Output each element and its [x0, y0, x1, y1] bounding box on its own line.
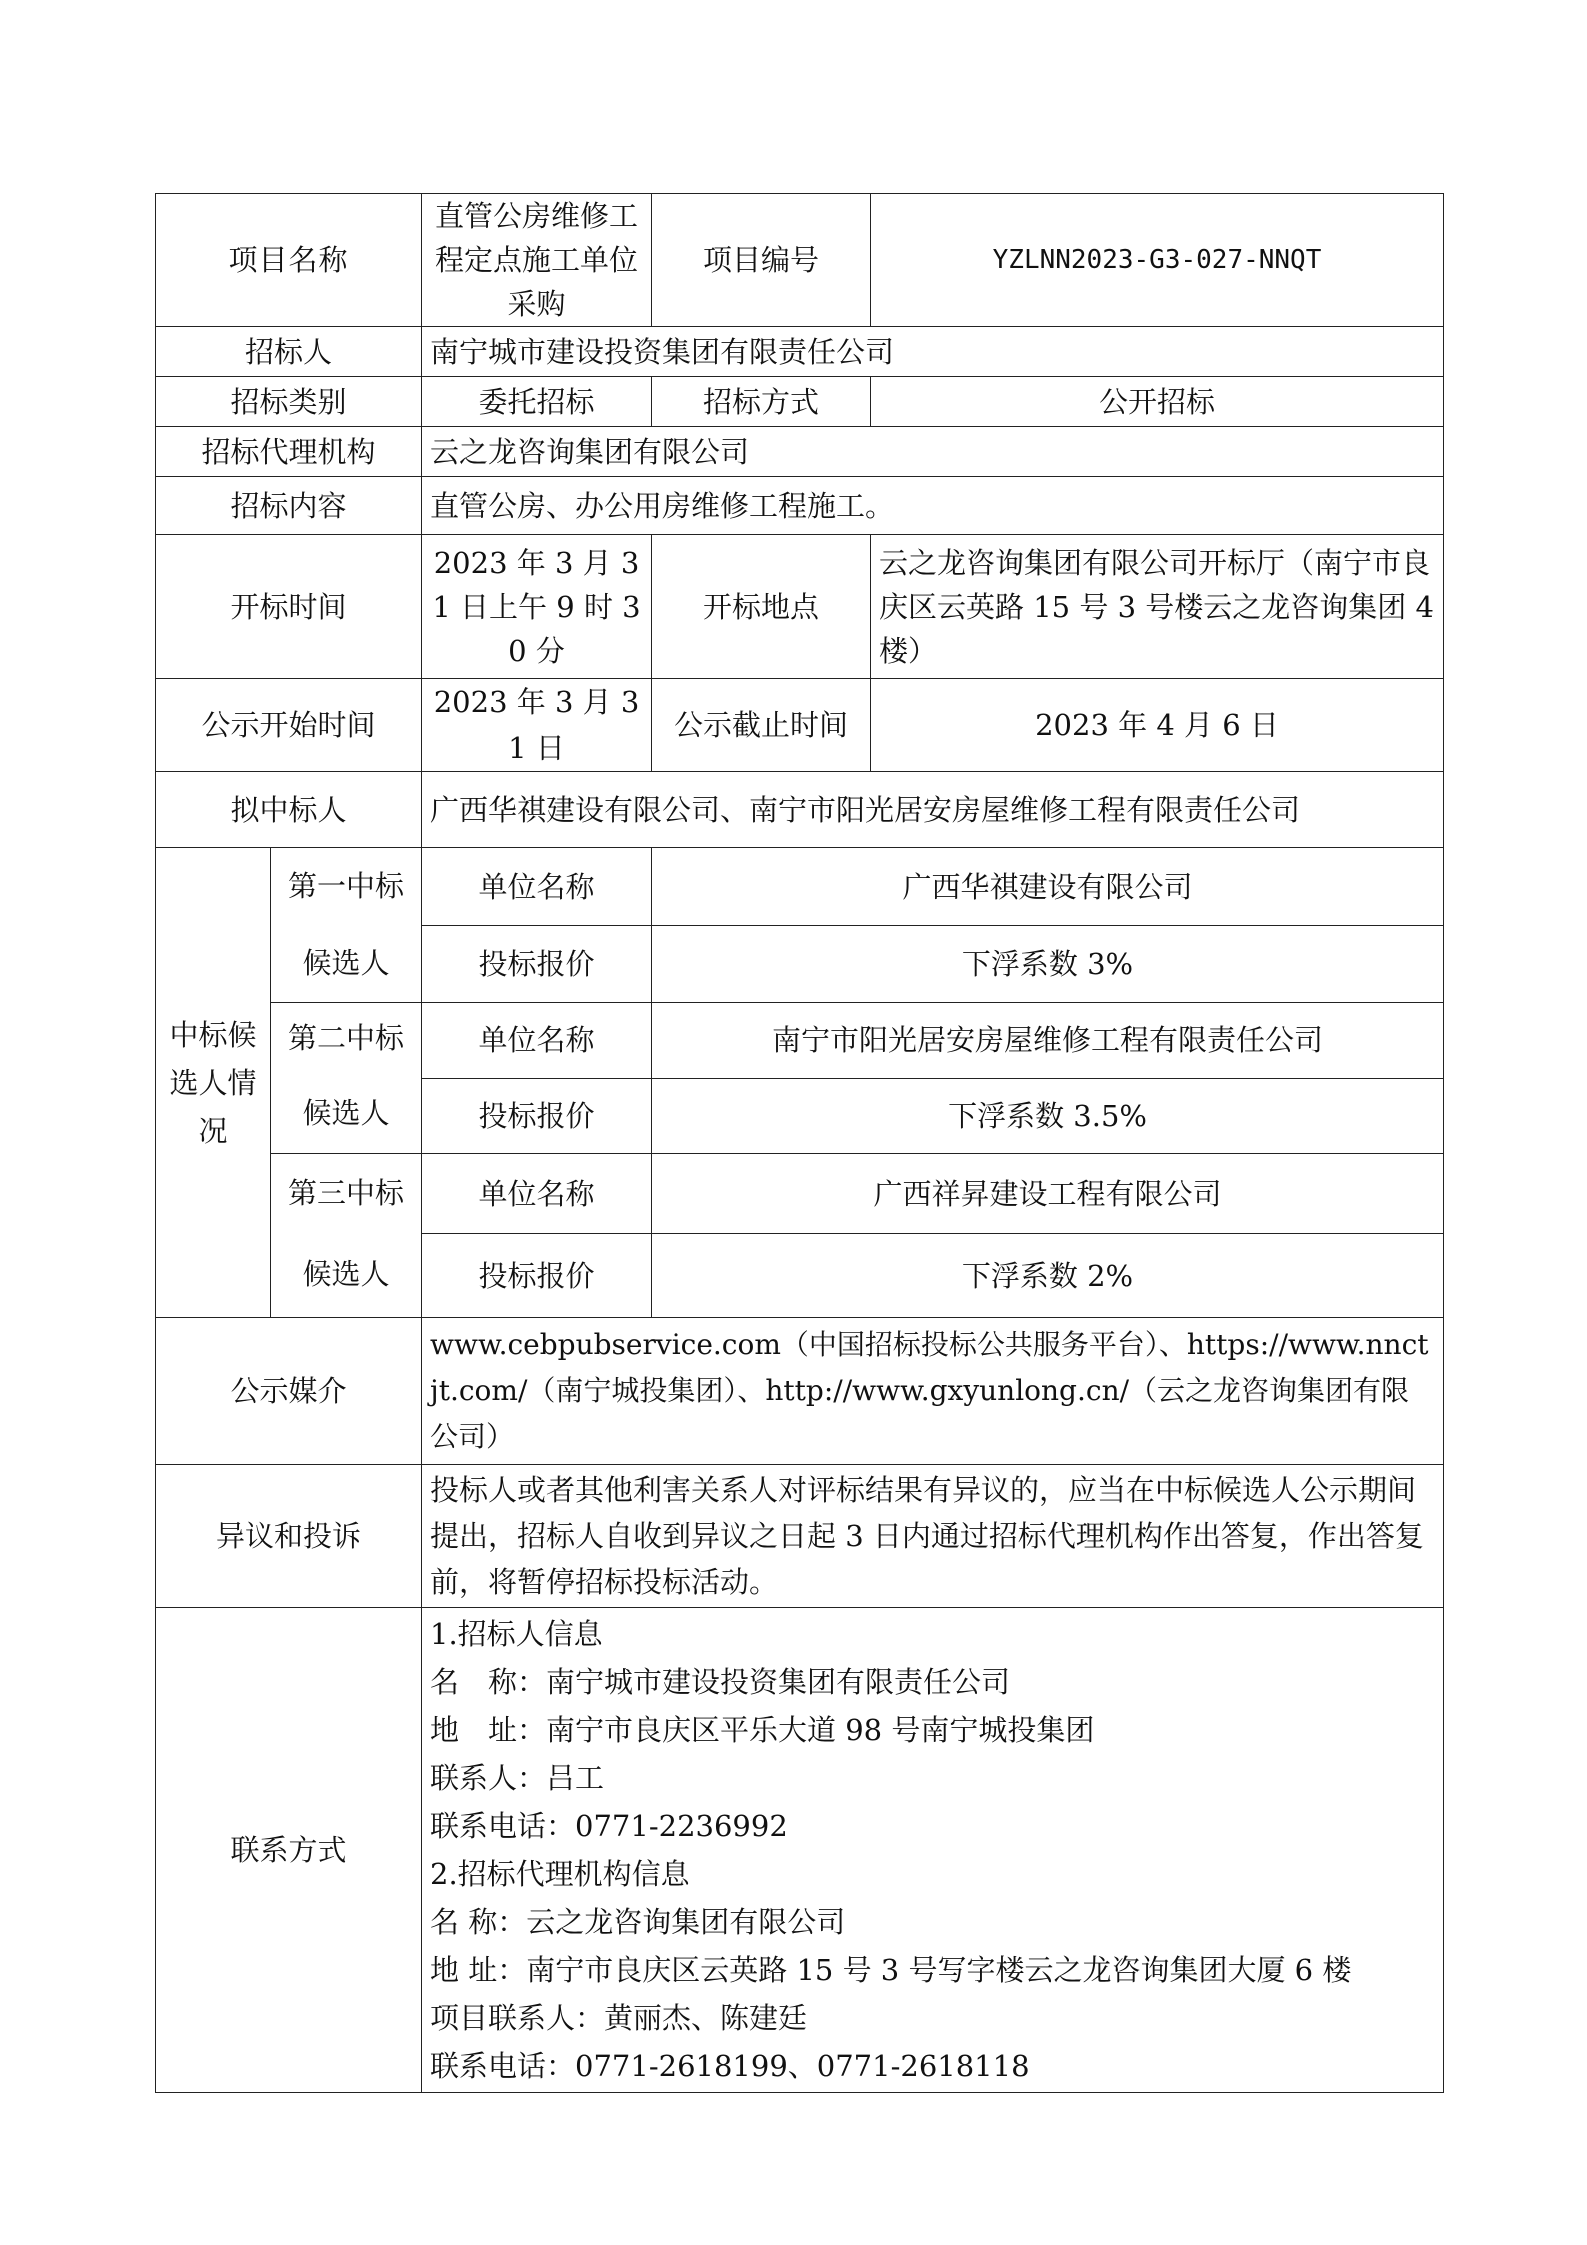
candidate-2-name-row: [156, 1003, 1444, 1079]
method-value: 公开招标: [871, 377, 1444, 427]
objection-value: 投标人或者其他利害关系人对评标结果有异议的，应当在中标候选人公示期间提出，招标人自收到异议之日起 3 日内通过招标代理机构作出答复，作出答复前，将暂停招标投标活动。: [422, 1465, 1444, 1608]
candidate-2-bid-label: 投标报价: [422, 1078, 652, 1154]
candidate-3-name: 广西祥昇建设工程有限公司: [652, 1154, 1444, 1234]
contact-label: 联系方式: [156, 1608, 422, 2093]
open-time-label: 开标时间: [156, 535, 422, 679]
row-project: [156, 194, 1444, 327]
contact-block: [422, 1608, 1444, 2093]
contact-line: 项目联系人：黄丽杰、陈建廷: [430, 2001, 808, 2035]
candidate-3-bid: 下浮系数 2%: [652, 1234, 1444, 1318]
contact-line: 名 称：云之龙咨询集团有限公司: [430, 1905, 846, 1939]
agency-value: 云之龙咨询集团有限公司: [422, 427, 1444, 477]
candidate-1-bid-label: 投标报价: [422, 926, 652, 1003]
candidate-1-rank: [271, 848, 422, 1003]
media-value: www.cebpubservice.com（中国招标投标公共服务平台）、https://www.nnctjt.com/（南宁城投集团）、http://www.gxyunlong.cn/（云之龙咨询集团有限公司）: [422, 1318, 1444, 1465]
contact-line: 地 址：南宁市良庆区云英路 15 号 3 号写字楼云之龙咨询集团大厦 6 楼: [430, 1953, 1352, 1987]
contact-line: 地 址：南宁市良庆区平乐大道 98 号南宁城投集团: [430, 1713, 1095, 1747]
project-name-label: 项目名称: [156, 194, 422, 327]
proposed-winner-label: 拟中标人: [156, 772, 422, 848]
project-no-value: YZLNN2023-G3-027-NNQT: [871, 194, 1444, 327]
candidate-1-rank-bottom: 候选人: [302, 946, 390, 980]
row-agency: [156, 427, 1444, 477]
candidate-1-name: 广西华祺建设有限公司: [652, 848, 1444, 926]
candidate-2-rank-bottom: 候选人: [302, 1096, 390, 1130]
notice-end-label: 公示截止时间: [652, 679, 871, 772]
candidate-3-bid-label: 投标报价: [422, 1234, 652, 1318]
candidate-3-rank: [271, 1154, 422, 1318]
agency-label: 招标代理机构: [156, 427, 422, 477]
contact-line: 2.招标代理机构信息: [430, 1857, 690, 1891]
objection-label: 异议和投诉: [156, 1465, 422, 1608]
candidate-2-rank-top: 第二中标: [288, 1021, 405, 1055]
proposed-winner-value: 广西华祺建设有限公司、南宁市阳光居安房屋维修工程有限责任公司: [422, 772, 1444, 848]
row-contact: [156, 1608, 1444, 2093]
notice-start-value: 2023 年 3 月 31 日: [422, 679, 652, 772]
candidate-1-bid: 下浮系数 3%: [652, 926, 1444, 1003]
notice-end-value: 2023 年 4 月 6 日: [871, 679, 1444, 772]
open-place-label: 开标地点: [652, 535, 871, 679]
candidate-3-rank-top: 第三中标: [288, 1176, 405, 1210]
project-no-label: 项目编号: [652, 194, 871, 327]
row-content: [156, 477, 1444, 535]
project-name-value: 直管公房维修工程定点施工单位采购: [422, 194, 652, 327]
contact-line: 1.招标人信息: [430, 1617, 603, 1651]
row-objection: [156, 1465, 1444, 1608]
content-value: 直管公房、办公用房维修工程施工。: [422, 477, 1444, 535]
row-proposed-winner: [156, 772, 1444, 848]
candidate-3-name-row: [156, 1154, 1444, 1234]
candidate-2-unit-label: 单位名称: [422, 1003, 652, 1079]
candidates-section-label: 中标候选人情况: [156, 848, 271, 1318]
row-opening: [156, 535, 1444, 679]
candidate-2-name: 南宁市阳光居安房屋维修工程有限责任公司: [652, 1003, 1444, 1079]
category-label: 招标类别: [156, 377, 422, 427]
content-label: 招标内容: [156, 477, 422, 535]
candidate-1-rank-top: 第一中标: [288, 869, 405, 903]
tenderer-value: 南宁城市建设投资集团有限责任公司: [422, 327, 1444, 377]
candidate-3-rank-bottom: 候选人: [302, 1257, 390, 1291]
notice-start-label: 公示开始时间: [156, 679, 422, 772]
row-media: [156, 1318, 1444, 1465]
candidate-3-unit-label: 单位名称: [422, 1154, 652, 1234]
row-tenderer: [156, 327, 1444, 377]
contact-line: 联系人：吕工: [430, 1761, 605, 1795]
contact-line: 联系电话：0771-2236992: [430, 1809, 788, 1843]
open-time-value: 2023 年 3 月 31 日上午 9 时 30 分: [422, 535, 652, 679]
tenderer-label: 招标人: [156, 327, 422, 377]
candidate-2-rank: [271, 1003, 422, 1154]
tender-result-table: [155, 193, 1444, 2093]
open-place-value: 云之龙咨询集团有限公司开标厅（南宁市良庆区云英路 15 号 3 号楼云之龙咨询集团 4 楼）: [871, 535, 1444, 679]
method-label: 招标方式: [652, 377, 871, 427]
media-label: 公示媒介: [156, 1318, 422, 1465]
row-notice: [156, 679, 1444, 772]
candidate-1-name-row: [156, 848, 1444, 926]
category-value: 委托招标: [422, 377, 652, 427]
contact-line: 联系电话：0771-2618199、0771-2618118: [430, 2049, 1030, 2083]
candidate-1-unit-label: 单位名称: [422, 848, 652, 926]
contact-line: 名 称：南宁城市建设投资集团有限责任公司: [430, 1665, 1011, 1699]
candidate-2-bid: 下浮系数 3.5%: [652, 1078, 1444, 1154]
row-category: [156, 377, 1444, 427]
